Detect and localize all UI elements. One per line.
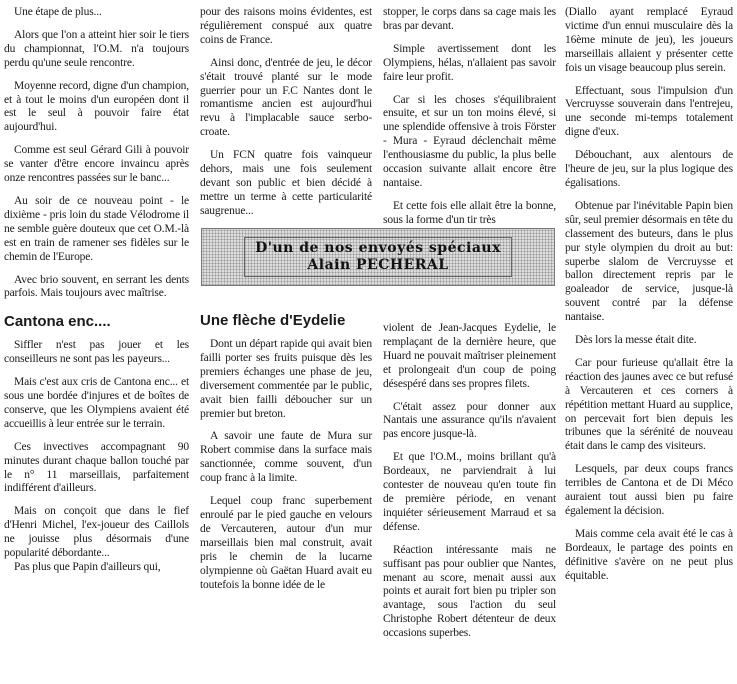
paragraph: Simple avertissement dont les Olympiens, hélas, n'allaient pas savoir faire leur profit. — [383, 42, 556, 83]
paragraph: Lesquels, par deux coups francs terribles de Cantona et de Di Méco auraient tout aussi bien pu faire également la décision. — [565, 463, 733, 517]
paragraph: (Diallo ayant remplacé Eyraud victime d'un ennui musculaire dès la 16ème minute de jeu), les joueurs marseillais allaient y présenter cette fois un visage beaucoup plus serein. — [565, 6, 733, 74]
byline-box — [244, 237, 512, 277]
paragraph: Mais comme cela avait été le cas à Bordeaux, le partage des points en définitive s'avère on ne peut plus équitable. — [565, 527, 733, 582]
paragraph: Ainsi donc, d'entrée de jeu, le décor s'était trouvé planté sur le mode guerrier pour un F.C Nantes dont le romantisme ancien est aujourd'hui revu à l'implacable sauce serbo-croate. — [200, 56, 372, 139]
paragraph: Car si les choses s'équilibraient ensuite, et sur un ton moins élevé, si une splendide offensive à trois Förster - Mura - Eyraud déclenchait même l'enthousiasme du public, la plus belle occasion suivante allait encore être nantaise. — [383, 93, 556, 189]
paragraph: Avec brio souvent, en serrant les dents parfois. Mais toujours avec maîtrise. — [4, 273, 189, 300]
column-1 — [4, 6, 189, 584]
paragraph: Alors que l'on a atteint hier soir le tiers du championnat, l'O.M. n'a toujours perdu qu'une seule rencontre. — [4, 28, 189, 69]
paragraph: Réaction intéressante mais ne suffisant pas pour oublier que Nantes, menant au score, menait aussi aux points et aurait fort bien pu tripler son avantage, sous l'action du seul Christophe Robert détenteur de deux occasions superbes. — [383, 543, 556, 640]
byline-banner — [201, 228, 555, 286]
paragraph: stopper, le corps dans sa cage mais les bras par devant. — [383, 6, 556, 32]
paragraph: Comme est seul Gérard Gili à pouvoir se vanter d'être encore invaincu après onze rencontres passées sur le banc... — [4, 144, 189, 185]
column-4 — [565, 6, 733, 593]
paragraph: Et cette fois elle allait être la bonne, sous la forme d'un tir très — [383, 199, 556, 226]
paragraph: Pas plus que Papin d'ailleurs qui, — [14, 561, 161, 573]
paragraph: Car pour furieuse qu'allait être la réaction des jaunes avec ce but refusé à Vercauteren et ces corners à répétition mettant Huard au supplice, on percevait fort bien depuis les tribunes que la sérénité de nouveau était dans le camp des visiteurs. — [565, 356, 733, 453]
byline-line-1: D'un de nos envoyés spéciaux — [255, 240, 501, 256]
paragraph: A savoir une faute de Mura sur Robert commise dans la surface mais sanctionnée, comme souvent, d'un coup franc à la limite. — [200, 430, 372, 485]
paragraph: Une étape de plus... — [14, 6, 102, 18]
paragraph: Mais on conçoit que dans le fief d'Henri Michel, l'ex-joueur des Caillols ne jouisse plus désormais d'une popularité débordante... — [4, 505, 189, 560]
paragraph: Dès lors la messe était dite. — [575, 334, 697, 347]
paragraph: Ces invectives accompagnant 90 minutes durant chaque ballon touché par le n° 11 marseillais, parfaitement indifférent d'ailleurs. — [4, 440, 189, 495]
paragraph: Débouchant, aux alentours de l'heure de jeu, sur la plus logique des égalisations. — [565, 149, 733, 189]
subheading-cantona: Cantona enc.... — [4, 313, 111, 331]
column-3-top — [383, 6, 556, 237]
paragraph: Au soir de ce nouveau point - le dixième - pris loin du stade Vélodrome il ne semble guère douteux que cet O.M.-là est en train de ramener ses fidèles sur le chemin de l'Europe. — [4, 194, 189, 263]
paragraph: Moyenne record, digne d'un champion, et à tout le moins d'un européen dont il est le seul à pouvoir faire état aujourd'hui. — [4, 79, 189, 134]
paragraph: Et que l'O.M., moins brillant qu'à Bordeaux, ne parviendrait à lui contester de nouveau qu'en toute fin de première période, en venant inquiéter sérieusement Marraud et sa défense. — [383, 451, 556, 533]
column-2-top — [200, 6, 372, 228]
paragraph: Mais c'est aux cris de Cantona enc... et sous une bordée d'injures et de boîtes de conserve, que les Olympiens avaient été accueillis à leur entrée sur le terrain. — [4, 376, 189, 430]
paragraph: pour des raisons moins évidentes, est régulièrement conspué aux quatre coins de France. — [200, 6, 372, 46]
paragraph: Effectuant, sous l'impulsion d'un Vercruysse souverain dans l'entrejeu, une seconde mi-temps totalement digne d'eux. — [565, 84, 733, 139]
column-3-bottom — [383, 322, 556, 650]
paragraph: Dont un départ rapide qui avait bien failli porter ses fruits puisque dès les premiers échanges une phase de jeu, diversement commentée par le public, avait bien failli déboucher sur un premier but breton. — [200, 338, 372, 420]
paragraph: Un FCN quatre fois vainqueur dehors, mais une fois seulement devant son public et bien décidé à mettre un terme à cette particularité saugrenue... — [200, 149, 372, 217]
paragraph: Obtenue par l'inévitable Papin bien sûr, seul premier désormais en tête du classement des buteurs, dans le plus pur style olympien du droit au but: superbe slalom de Vercruysse et ballon directement repris par le goaleador de service, jusque-là souvent contré par la défense nantaise. — [565, 199, 733, 324]
paragraph: Lequel coup franc superbement enroulé par le pied gauche en velours de Vercauteren, autour d'un mur marseillais bien mal construit, avait pris le chemin de la lucarne olympienne où Gaëtan Huard avait eu toutefois la bonne idée de le — [200, 495, 372, 591]
byline-author: Alain PECHERAL — [307, 257, 449, 273]
paragraph: violent de Jean-Jacques Eydelie, le remplaçant de la dernière heure, que Huard ne pouvait maîtriser pleinement et prolongeait d'un coup de poing désespéré dans ses propres filets. — [383, 322, 556, 390]
paragraph: C'était assez pour donner aux Nantais une assurance qu'ils n'avaient pas encore jusque-là. — [383, 400, 556, 441]
subheading-eydelie: Une flèche d'Eydelie — [200, 312, 346, 329]
paragraph: Siffler n'est pas jouer et les conseilleurs ne sont pas les payeurs... — [4, 339, 189, 366]
column-2-bottom — [200, 312, 372, 601]
